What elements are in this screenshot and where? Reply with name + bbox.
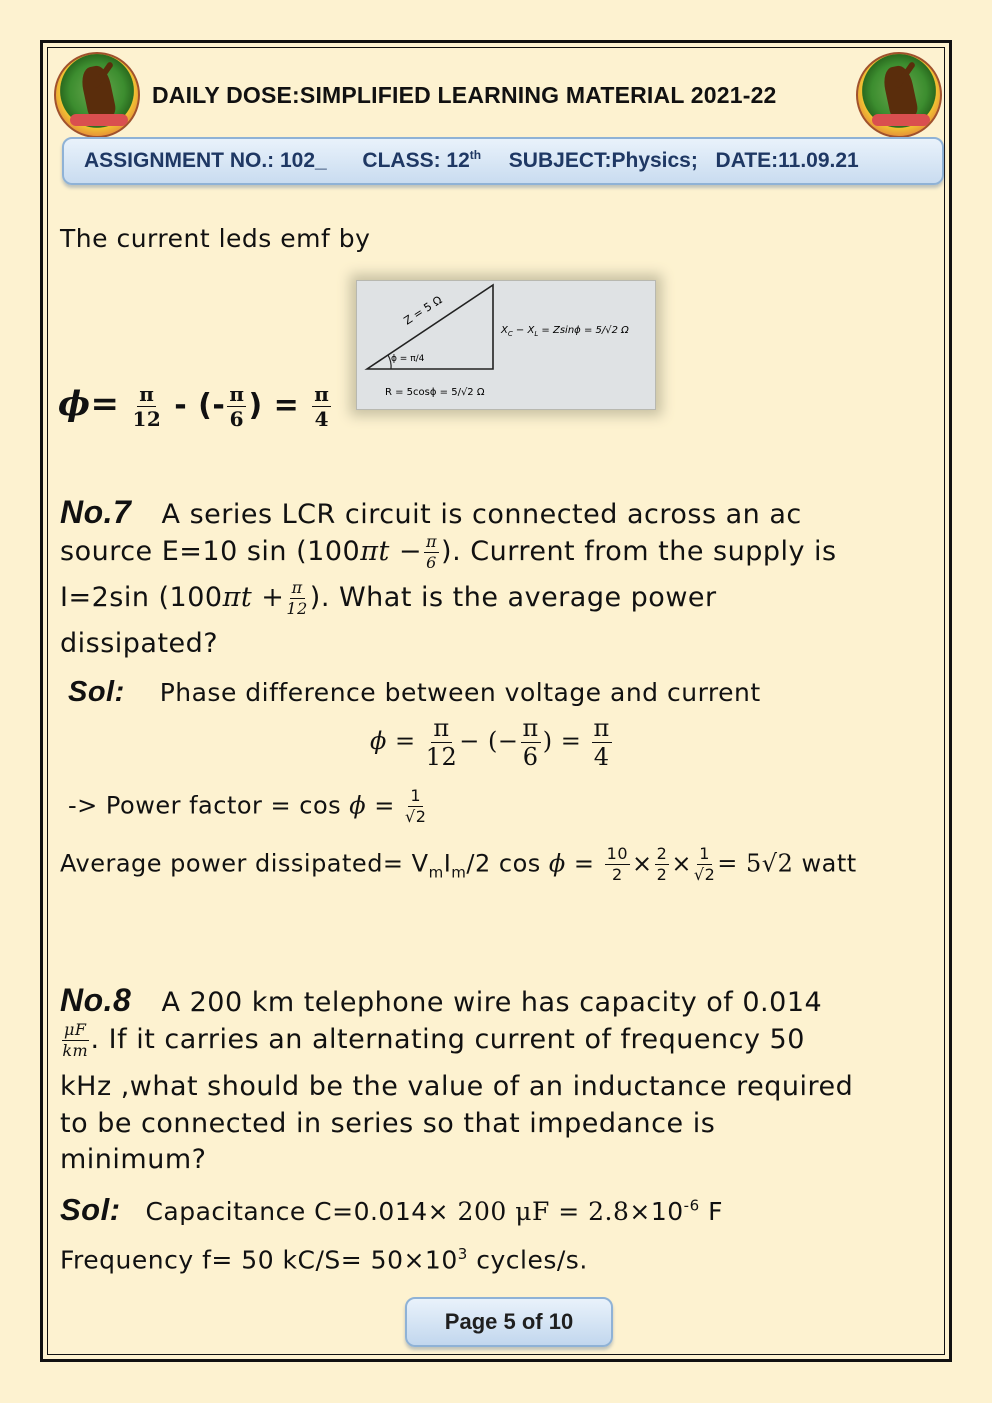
base-label: R = 5cosϕ = 5/√2 Ω <box>385 387 485 398</box>
phi-eq-lhs: ϕ= <box>58 384 120 424</box>
q7-power-factor: -> Power factor = cos ϕ = $\frac{1}{√2}$ <box>68 786 427 826</box>
q7-text3a: I=2sin (100 <box>60 582 223 613</box>
frac-den: 6 <box>229 407 245 431</box>
cap-exp: -6 <box>683 1196 700 1215</box>
q7-line1 <box>60 494 802 531</box>
q8-sol-line <box>60 1192 723 1228</box>
z-label: Z = 5 Ω <box>401 293 445 328</box>
subject-label: SUBJECT:Physics; <box>508 149 698 172</box>
angle-label: ϕ = π/4 <box>391 354 425 364</box>
cap-unit: F <box>708 1197 723 1226</box>
phi-equation <box>58 384 333 429</box>
q8-line2: $\frac{\mu F}{km}$ . If it carries an alternating current of frequency 50 <box>62 1020 805 1060</box>
q7-text2a: source E=10 sin (100 <box>60 536 361 567</box>
freq-text-a: Frequency f= 50 kC/S= 50×10 <box>60 1245 458 1275</box>
q7-sol-line <box>68 676 761 709</box>
side-label: $X_C - X_L = Zsin\phi = 5/√2$ Ω <box>501 325 629 338</box>
avg-text-b: /2 cos <box>466 849 541 878</box>
pf-text: -> Power factor = cos <box>68 791 342 820</box>
date-label: DATE:11.09.21 <box>715 149 859 172</box>
frac-den: 12 <box>132 407 162 431</box>
freq-text-b: cycles/s. <box>476 1245 588 1275</box>
phi-paren: ) <box>248 388 263 423</box>
q8-line5: minimum? <box>60 1144 207 1175</box>
impedance-triangle-figure <box>356 280 656 410</box>
impedance-triangle-svg <box>357 281 655 409</box>
page-indicator-label: Page 5 of 10 <box>444 1309 574 1334</box>
school-logo-left-icon <box>54 52 140 138</box>
q7-phi-equation: ϕ = $\frac{\pi}{12}$ − (− $\frac{\pi}{6}$ ) = $\frac{\pi}{4}$ <box>370 714 610 771</box>
q8-line1 <box>60 982 822 1019</box>
phi-equals: = <box>273 388 300 423</box>
intro-line: The current leds emf by <box>60 224 371 253</box>
frac-num: π <box>139 382 155 406</box>
frac-num: π <box>314 382 330 406</box>
q7-number: No.7 <box>60 494 132 530</box>
q7-average-power: Average power dissipated= $V_mI_m/2$ cos ϕ = $\frac{10}{2}$ × $\frac{2}{2}$ × $\frac{1}{√2}$ = 5√2 watt <box>60 844 857 884</box>
q8-sol-label: Sol: <box>60 1192 121 1227</box>
q7-text1: A series LCR circuit is connected across an ac <box>161 499 802 530</box>
q7-line4: dissipated? <box>60 628 219 659</box>
q7-text3b: ). What is the average power <box>309 582 717 613</box>
q7-line2: source E=10 sin (100πt − $\frac{\pi}{6}$ ). Current from the supply is <box>60 532 837 572</box>
avg-unit: watt <box>801 849 857 878</box>
school-logo-right-icon <box>856 52 942 138</box>
assignment-number: ASSIGNMENT NO.: 102_ <box>84 149 327 172</box>
q8-number: No.8 <box>60 982 132 1018</box>
cap-text-b: 200 μF = 2.8 <box>457 1197 630 1226</box>
q7-sol-label: Sol: <box>68 676 125 708</box>
cap-text-a: Capacitance C=0.014× <box>145 1197 450 1226</box>
class-label: CLASS: 12 <box>362 149 470 172</box>
q8-text2: . If it carries an alternating current of frequency 50 <box>90 1024 805 1055</box>
q7-text2b: ). Current from the supply is <box>441 536 837 567</box>
assignment-info <box>84 148 934 173</box>
cap-text-c: ×10 <box>629 1197 684 1226</box>
class-sup: th <box>469 148 482 162</box>
avg-result: = 5√2 <box>717 849 794 878</box>
frac-num: π <box>229 382 245 406</box>
q7-sol-text: Phase difference between voltage and current <box>159 678 761 707</box>
header-title: DAILY DOSE:SIMPLIFIED LEARNING MATERIAL 2021-22 <box>152 82 777 108</box>
q8-text1: A 200 km telephone wire has capacity of 0.014 <box>161 987 823 1018</box>
q8-line3: kHz ,what should be the value of an inductance required <box>60 1071 854 1102</box>
phi-minus: - (- <box>174 388 226 423</box>
freq-exp: 3 <box>457 1245 468 1263</box>
q8-line4: to be connected in series so that impedance is <box>60 1108 716 1139</box>
frac-den: 4 <box>314 407 329 431</box>
q8-frequency-line <box>60 1245 588 1274</box>
q7-line3: I=2sin (100πt + $\frac{\pi}{12}$ ). What is the average power <box>60 578 717 618</box>
avg-text-a: Average power dissipated= V <box>60 849 429 878</box>
